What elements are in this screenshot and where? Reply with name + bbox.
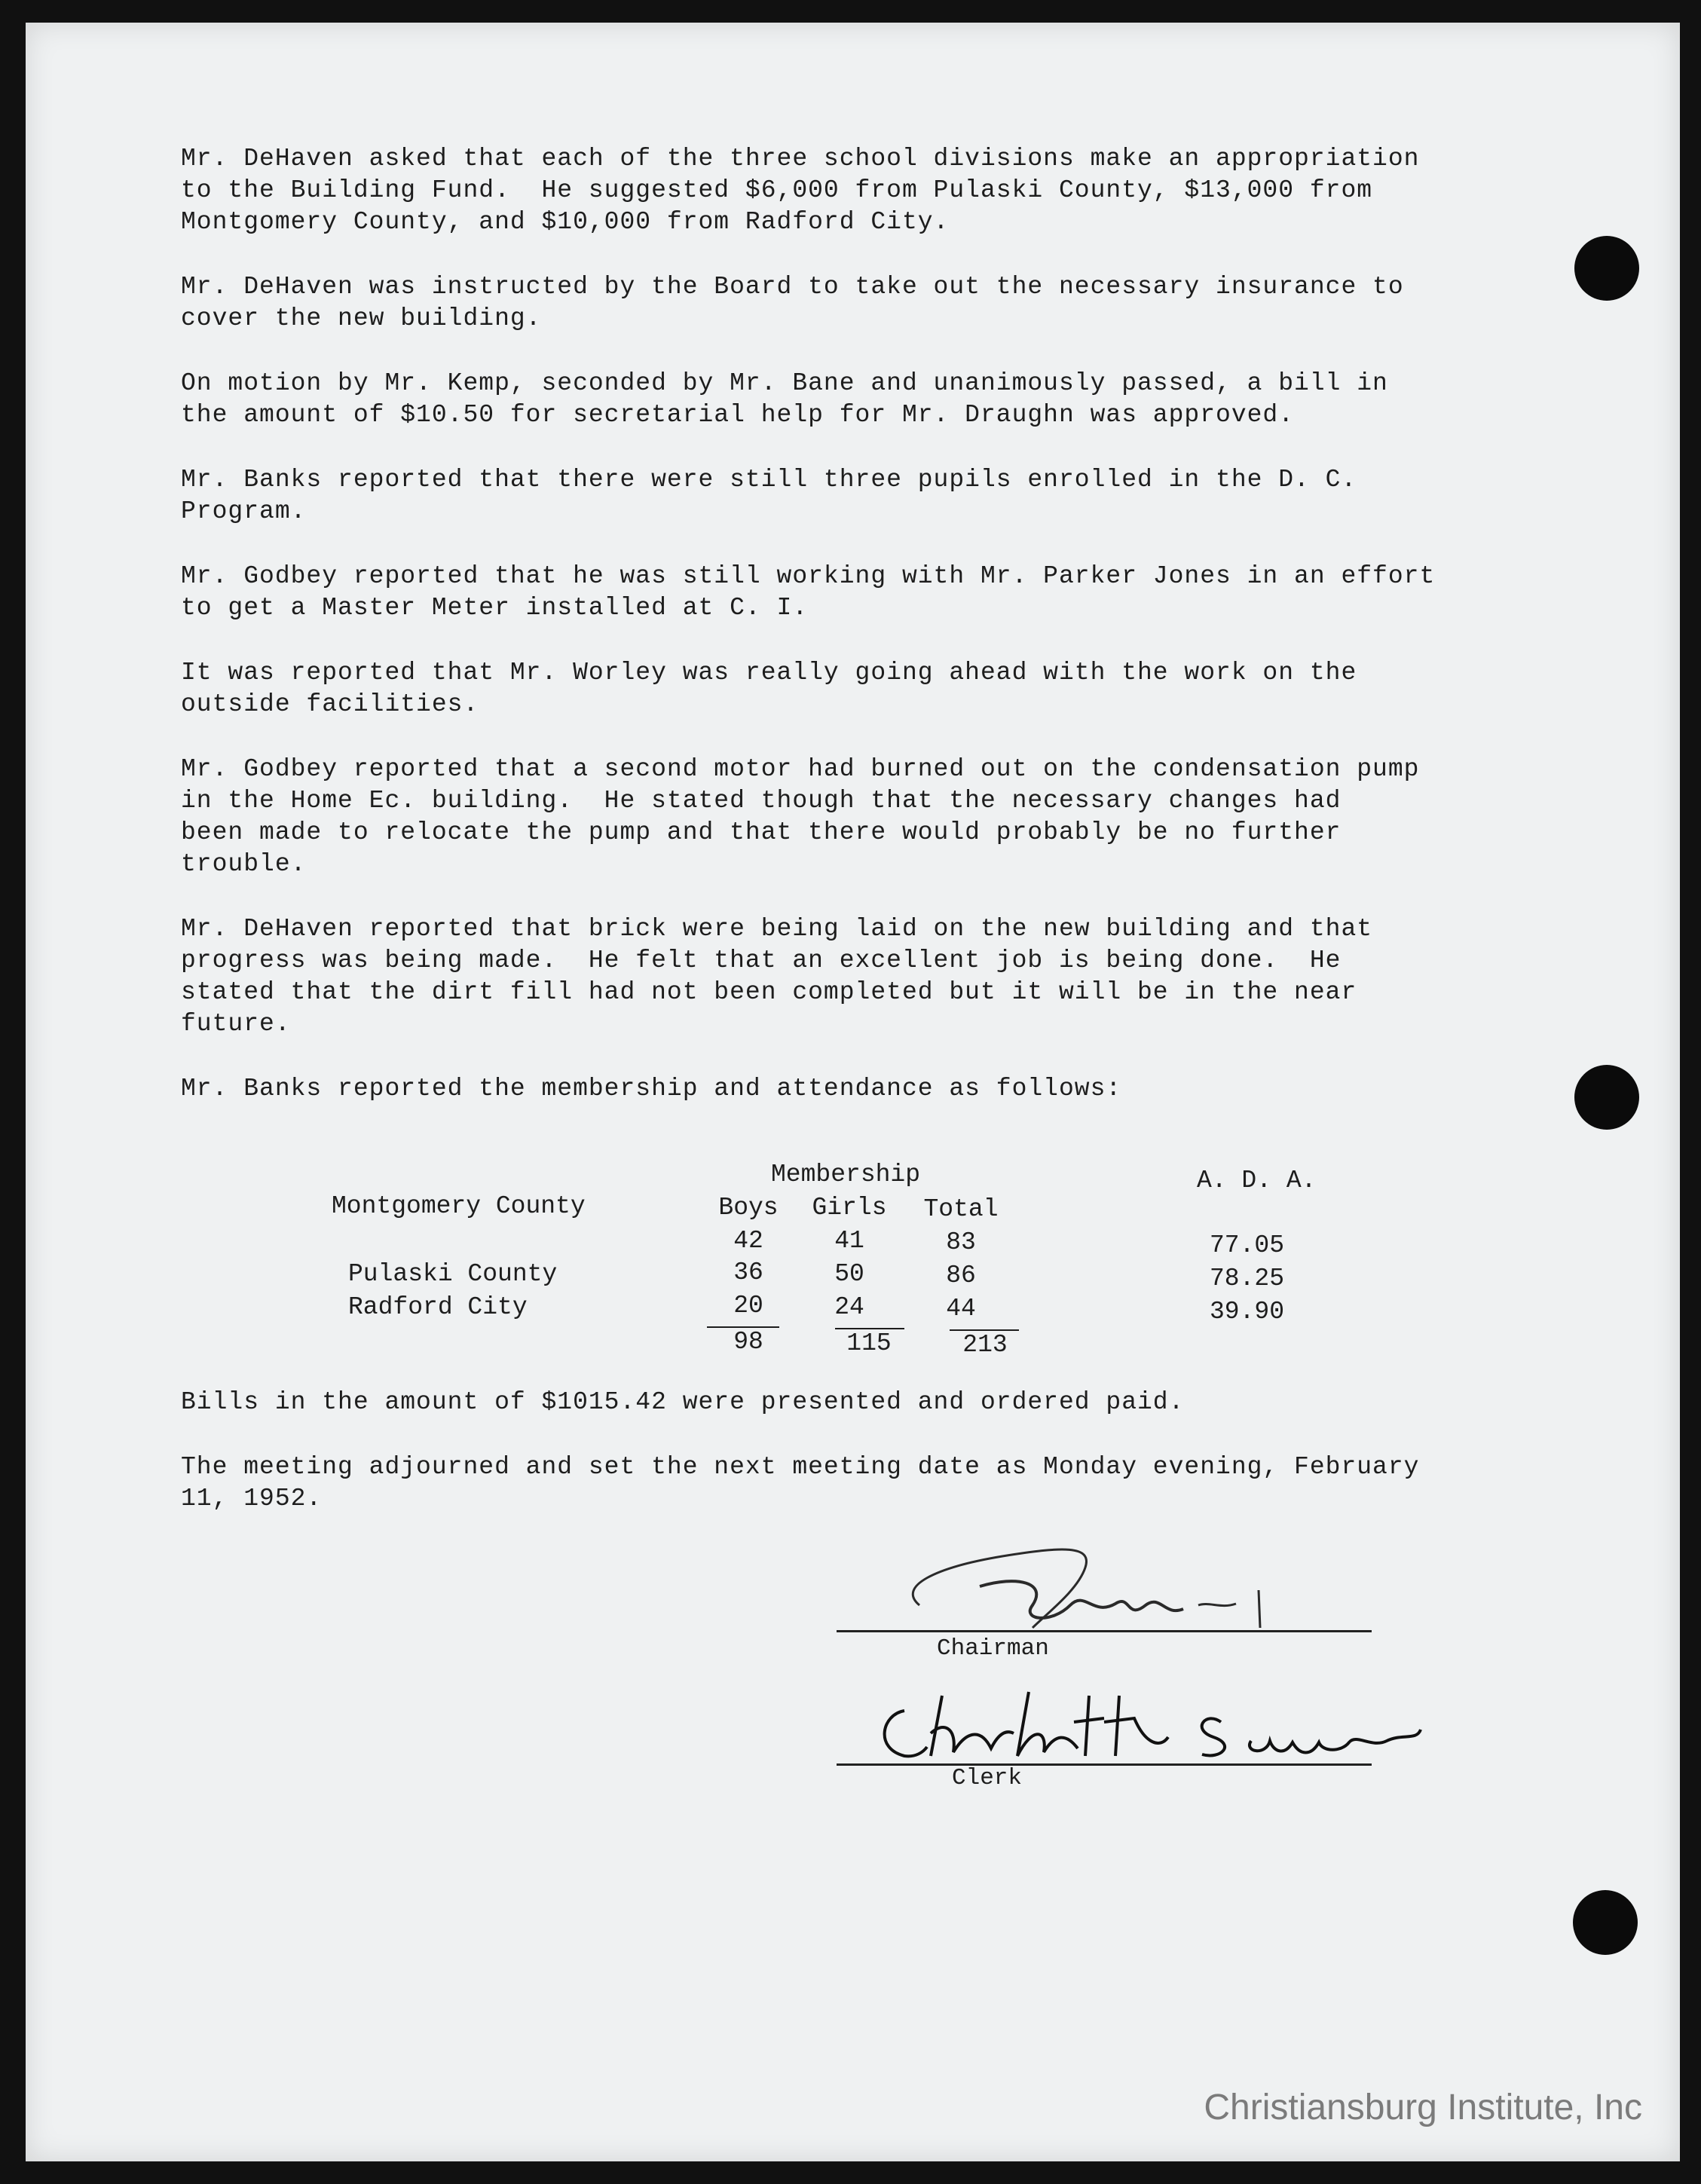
minutes-body xyxy=(181,143,1530,1138)
montgomery-ada: 77.05 xyxy=(1210,1231,1285,1259)
girls-sum: 115 xyxy=(846,1329,892,1357)
column-header-boys: Boys xyxy=(718,1194,779,1222)
paragraph-bills-paid: Bills in the amount of $1015.42 were presented and ordered paid. xyxy=(181,1388,1185,1416)
chairman-signature-line xyxy=(837,1630,1372,1632)
paragraph-secretarial-bill: On motion by Mr. Kemp, seconded by Mr. Bane and unanimously passed, a bill in the amount of $10.50 for secretarial help for Mr. Draughn was approved. xyxy=(181,369,1388,429)
pulaski-boys: 36 xyxy=(733,1259,763,1286)
radford-total: 44 xyxy=(946,1295,976,1323)
membership-table xyxy=(181,1161,1417,1372)
radford-girls: 24 xyxy=(834,1293,864,1321)
punch-hole-top xyxy=(1574,236,1639,301)
paragraph-adjournment: The meeting adjourned and set the next meeting date as Monday evening, February 11, 1952. xyxy=(181,1453,1420,1513)
punch-hole-bottom xyxy=(1573,1890,1638,1955)
institution-watermark: Christiansburg Institute, Inc xyxy=(1204,2088,1642,2127)
membership-header: Membership xyxy=(771,1161,921,1188)
paragraph-membership-intro: Mr. Banks reported the membership and attendance as follows: xyxy=(181,1075,1122,1103)
paragraph-outside-facilities: It was reported that Mr. Worley was really going ahead with the work on the outside facilities. xyxy=(181,659,1357,718)
montgomery-girls: 41 xyxy=(834,1227,864,1255)
boys-sum: 98 xyxy=(733,1328,763,1356)
pulaski-girls: 50 xyxy=(834,1260,864,1288)
paragraph-condensation-pump: Mr. Godbey reported that a second motor had burned out on the condensation pump in the Home Ec. building. He stated though that the necessary changes had been made to relocate the pump and that there would probably be no further trouble. xyxy=(181,755,1420,878)
paragraph-building-fund: Mr. DeHaven asked that each of the three school divisions make an appropriation to the Building Fund. He suggested $6,000 from Pulaski County, $13,000 from Montgomery County, and $10,000 from Radford City. xyxy=(181,145,1420,236)
clerk-label: Clerk xyxy=(952,1765,1023,1791)
total-sum: 213 xyxy=(962,1331,1008,1359)
paragraph-master-meter: Mr. Godbey reported that he was still working with Mr. Parker Jones in an effort to get a Master Meter installed at C. I. xyxy=(181,562,1436,622)
paragraph-dc-program: Mr. Banks reported that there were still three pupils enrolled in the D. C. Program. xyxy=(181,466,1357,525)
paragraph-new-building-progress: Mr. DeHaven reported that brick were being laid on the new building and that progress was being made. He felt that an excellent job is being done. He stated that the dirt fill had not been completed but it will be in the near future. xyxy=(181,915,1373,1038)
pulaski-total: 86 xyxy=(946,1262,976,1289)
ada-header: A. D. A. xyxy=(1197,1167,1317,1194)
montgomery-boys: 42 xyxy=(733,1227,763,1255)
clerk-signature-line xyxy=(837,1763,1372,1766)
column-header-girls: Girls xyxy=(812,1194,887,1222)
pulaski-ada: 78.25 xyxy=(1210,1265,1285,1292)
row-name-radford: Radford City xyxy=(348,1293,528,1321)
punch-hole-middle xyxy=(1574,1065,1639,1130)
chairman-label: Chairman xyxy=(937,1635,1049,1662)
montgomery-total: 83 xyxy=(946,1228,976,1256)
paragraph-insurance: Mr. DeHaven was instructed by the Board to take out the necessary insurance to cover the new building. xyxy=(181,273,1404,332)
clerk-signature xyxy=(859,1681,1447,1771)
radford-ada: 39.90 xyxy=(1210,1298,1285,1326)
row-name-pulaski: Pulaski County xyxy=(348,1260,558,1288)
closing-text xyxy=(181,1387,1530,1548)
row-name-montgomery: Montgomery County xyxy=(332,1192,586,1220)
column-header-total: Total xyxy=(923,1195,999,1223)
radford-boys: 20 xyxy=(733,1292,763,1320)
